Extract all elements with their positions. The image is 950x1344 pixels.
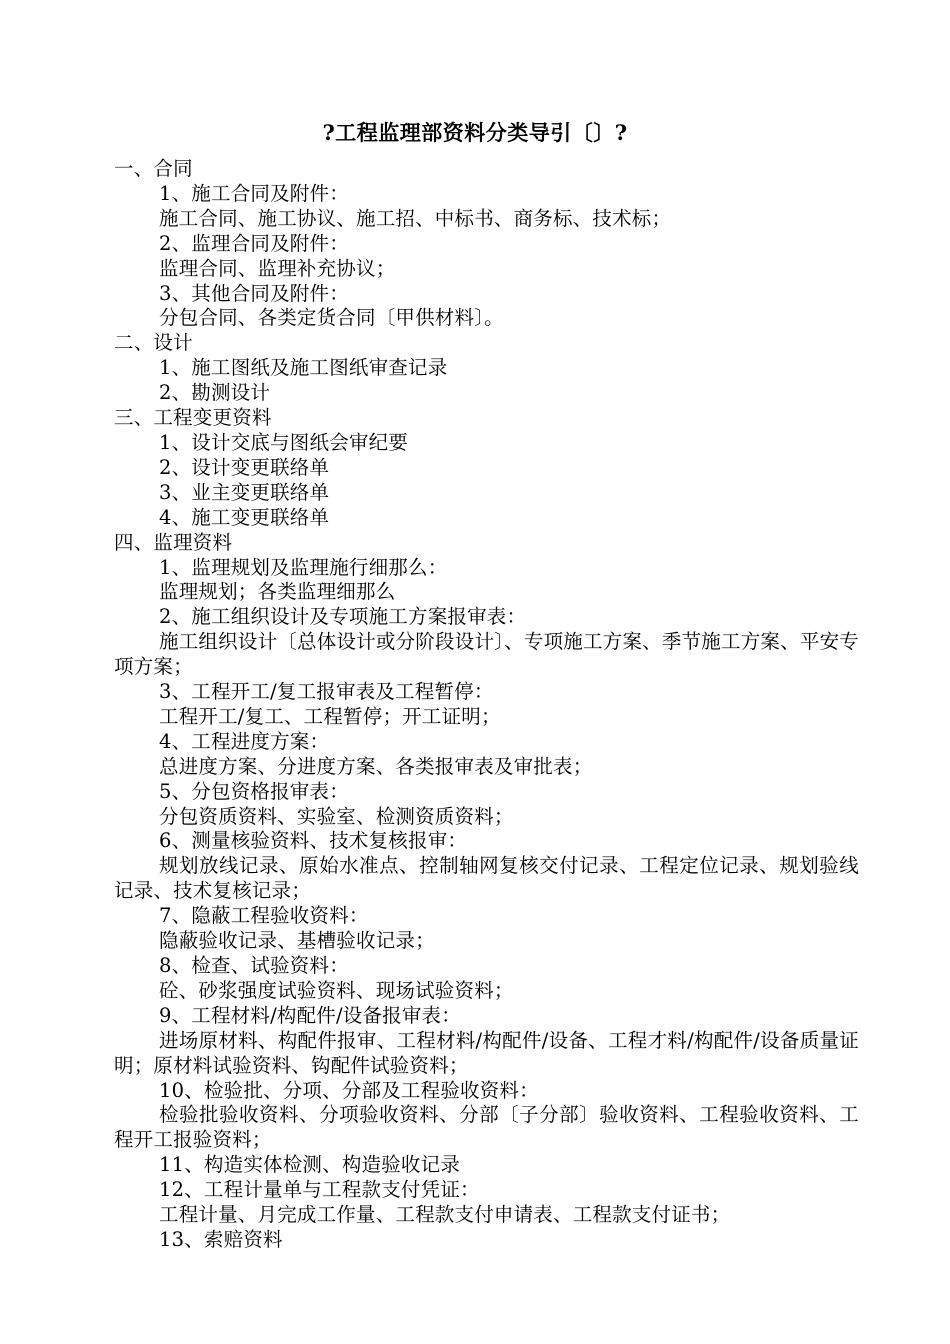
- section-heading: 二、设计: [114, 331, 193, 355]
- list-item: 2、勘测设计: [159, 381, 271, 405]
- list-item: 2、施工组织设计及专项施工方案报审表：: [159, 605, 527, 629]
- list-item: 7、隐蔽工程验收资料：: [159, 904, 369, 928]
- list-item: 1、设计交底与图纸会审纪要: [159, 430, 409, 454]
- list-item: 分包资质资料、实验室、检测资质资料；: [159, 804, 514, 828]
- list-item: 10、检验批、分项、分部及工程验收资料：: [159, 1078, 539, 1102]
- list-item: 9、工程材料/构配件/设备报审表：: [159, 1003, 461, 1027]
- list-item: 砼、砂浆强度试验资料、现场试验资料；: [159, 978, 514, 1002]
- list-item: 1、监理规划及监理施行细那么：: [159, 555, 448, 579]
- paragraph: 施工组织设计〔总体设计或分阶段设计〕、专项施工方案、季节施工方案、平安专项方案；: [114, 630, 859, 679]
- paragraph: 进场原材料、构配件报审、工程材料/构配件/设备、工程才料/构配件/设备质量证明；原材料试验资料、钩配件试验资料；: [114, 1028, 859, 1077]
- list-item: 隐蔽验收记录、基槽验收记录；: [159, 929, 435, 953]
- list-item: 6、测量核验资料、技术复核报审：: [159, 829, 468, 853]
- list-item: 3、业主变更联络单: [159, 480, 330, 504]
- list-item: 11、构造实体检测、构造验收记录: [159, 1153, 461, 1177]
- document-title: ?工程监理部资料分类导引〔〕?: [322, 120, 628, 145]
- list-item: 3、其他合同及附件：: [159, 281, 349, 305]
- paragraph: 规划放线记录、原始水准点、控制轴网复核交付记录、工程定位记录、规划验线记录、技术复核记录；: [114, 854, 859, 903]
- list-item: 1、施工图纸及施工图纸审查记录: [159, 356, 448, 380]
- section-heading: 一、合同: [114, 157, 193, 180]
- document-body: [114, 157, 859, 1253]
- list-item: 总进度方案、分进度方案、各类报审表及审批表；: [159, 754, 593, 778]
- list-item: 4、工程进度方案：: [159, 729, 330, 753]
- list-item: 4、施工变更联络单: [159, 505, 330, 529]
- section-heading: 三、工程变更资料: [114, 406, 272, 430]
- list-item: 分包合同、各类定货合同〔甲供材料〕。: [159, 306, 504, 330]
- section-heading: 四、监理资料: [114, 530, 233, 554]
- list-item: 施工合同、施工协议、施工招、中标书、商务标、技术标；: [159, 206, 672, 230]
- list-item: 工程开工/复工、工程暂停；开工证明；: [159, 704, 501, 728]
- list-item: 2、设计变更联络单: [159, 455, 330, 479]
- list-item: 3、工程开工/复工报审表及工程暂停：: [159, 680, 494, 704]
- list-item: 13、索赔资料: [159, 1227, 283, 1251]
- list-item: 2、监理合同及附件：: [159, 231, 349, 255]
- list-item: 5、分包资格报审表：: [159, 779, 349, 803]
- list-item: 1、施工合同及附件：: [159, 181, 349, 205]
- list-item: 监理规划；各类监理细那么: [159, 580, 396, 604]
- list-item: 监理合同、监理补充协议；: [159, 256, 396, 280]
- list-item: 12、工程计量单与工程款支付凭证：: [159, 1178, 480, 1202]
- list-item: 8、检查、试验资料：: [159, 954, 349, 977]
- list-item: 工程计量、月完成工作量、工程款支付申请表、工程款支付证书；: [159, 1203, 731, 1227]
- paragraph: 检验批验收资料、分项验收资料、分部〔子分部〕验收资料、工程验收资料、工程开工报验资料；: [114, 1103, 859, 1152]
